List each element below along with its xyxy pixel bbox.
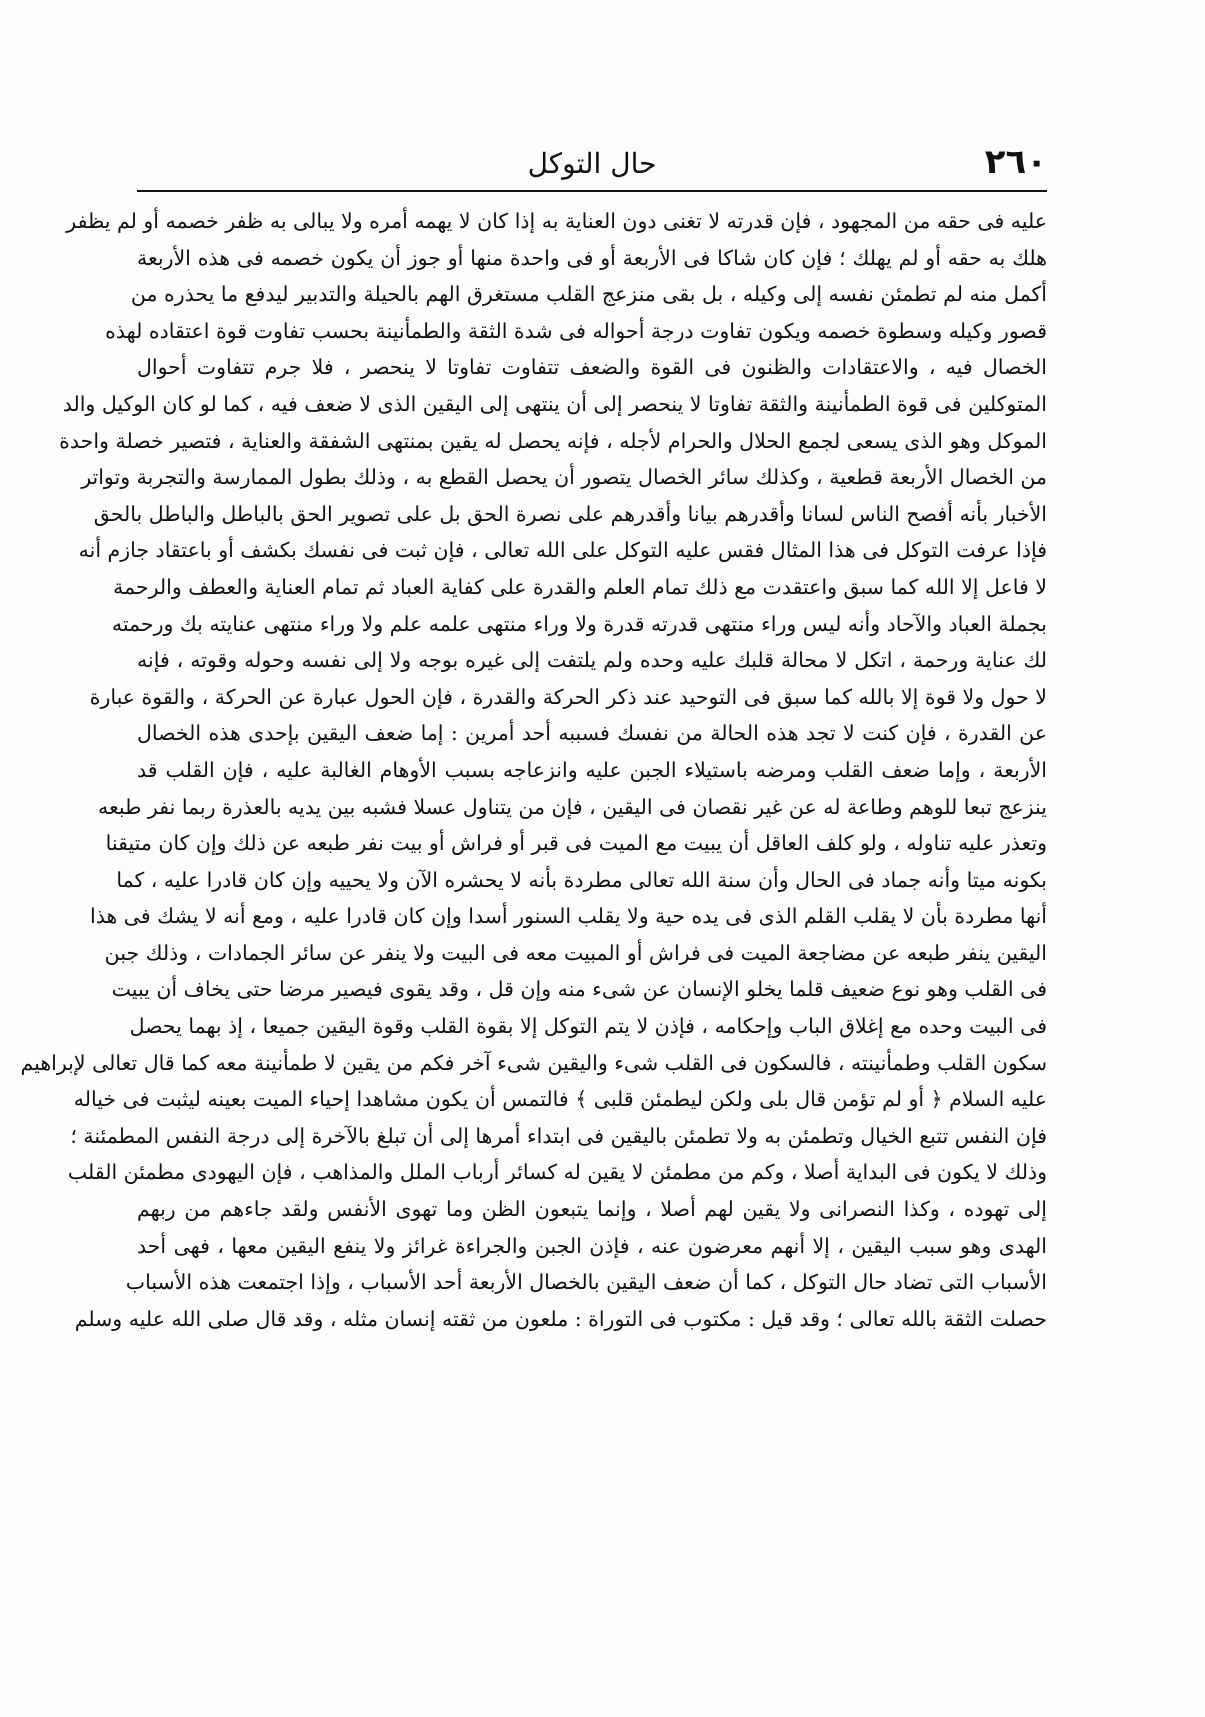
text-line: لا حول ولا قوة إلا بالله كما سبق فى التوحيد عند ذكر الحركة والقدرة ، فإن الحول عبارة عن الحركة ، والقوة عبارة [89,684,1047,709]
page-header [137,140,1047,190]
text-line: قصور وكيله وسطوة خصمه ويكون تفاوت درجة أحواله فى شدة الثقة والطمأنينة بحسب تفاوت قوة اعتقاده لهذه [105,318,1047,343]
text-line: الأخبار بأنه أفصح الناس لسانا وأقدرهم بيانا وأقدرهم على نصرة الحق بل على تصوير الحق بالباطل والباطل بالحق [93,501,1047,526]
text-line: من الخصال الأربعة قطعية ، وكذلك سائر الخصال يتصور أن يحصل القطع به ، وذلك بطول الممارسة والتجربة وتواتر [81,465,1047,490]
text-line: اليقين ينفر طبعه عن مضاجعة الميت فى فراش أو المبيت معه فى البيت ولا ينفر عن سائر الجمادات ، وذلك جبن [104,940,1047,965]
text-line: أكمل منه لم تطمئن نفسه إلى وكيله ، بل بقى منزعج القلب مستغرق الهم بالحيلة والتدبير ليدفع ما يحذره من [130,282,1047,307]
text-line: الأربعة ، وإما ضعف القلب ومرضه باستيلاء الجبن عليه وانزعاجه بسبب الأوهام الغالبة عليه ، فإن القلب قد [137,757,1047,782]
text-line: وتعذر عليه تناوله ، ولو كلف العاقل أن يبيت مع الميت فى قبر أو فراش أو بيت نفر طبعه عن ذلك وإن كان متيقنا [105,831,1047,856]
text-line: حصلت الثقة بالله تعالى ؛ وقد قيل : مكتوب فى التوراة : ملعون من ثقته إنسان مثله ، وقد قال صلى الله عليه وسلم [74,1306,1047,1331]
running-title: حال التوكل [527,147,657,180]
text-line: الموكل وهو الذى يسعى لجمع الحلال والحرام لأجله ، فإنه يحصل له يقين بمنتهى الشفقة والعناية ، فتصير خصلة واحدة [59,428,1047,453]
text-line: فى القلب وهو نوع ضعيف قلما يخلو الإنسان عن شىء منه وإن قل ، وقد يقوى فيصير مرضا حتى يخاف أن يبيت [111,977,1047,1002]
text-line: أنها مطردة بأن لا يقلب القلم الذى فى يده حية ولا يقلب السنور أسدا وإن كان قادرا عليه ، ومع أنه لا يشك فى هذا [90,904,1047,929]
text-line: بكونه ميتا وأنه جماد فى الحال وأن سنة الله تعالى مطردة بأنه لا يحشره الآن ولا يحييه وإن كان قادرا عليه ، كما [116,867,1047,892]
text-line: عليه فى حقه من المجهود ، فإن قدرته لا تغنى دون العناية به إذا كان لا يهمه أمره ولا يبالى به ظفر خصمه أو لم يظفر [66,209,1047,233]
text-line: فإذا عرفت التوكل فى هذا المثال فقس عليه التوكل على الله تعالى ، فإن ثبت فى نفسك بكشف أو باعتقاد جازم أنه [78,538,1047,563]
page-number: ٢٦٠ [984,142,1047,182]
text-line: وذلك لا يكون فى البداية أصلا ، وكم من مطمئن لا يقين له كسائر أرباب الملل والمذاهب ، فإن اليهودى مطمئن القلب [67,1160,1047,1185]
text-line: الخصال فيه ، والاعتقادات والظنون فى القوة والضعف تتفاوت تفاوتا لا ينحصر ، فلا جرم تتفاوت أحوال [137,355,1047,380]
text-line: الهدى وهو سبب اليقين ، إلا أنهم معرضون عنه ، فإذن الجبن والجراءة غرائز ولا ينفع اليقين معها ، فهى أحد [137,1233,1047,1258]
body-text [20,203,1047,1337]
text-line: بجملة العباد والآحاد وأنه ليس وراء منتهى قدرته قدرة ولا وراء منتهى علمه علم ولا وراء منتهى عنايته بك ورحمته [111,611,1047,636]
text-line: ينزعج تبعا للوهم وطاعة له عن غير نقصان فى اليقين ، فإن من يتناول عسلا فشبه بين يديه بالعذرة ربما نفر طبعه [98,794,1047,819]
text-line: عليه السلام ﴿ أو لم تؤمن قال بلى ولكن ليطمئن قلبى ﴾ فالتمس أن يكون مشاهدا إحياء الميت بعينه ليثبت فى خياله [73,1087,1047,1112]
text-line: إلى تهوده ، وكذا النصرانى ولا يقين لهم أصلا ، وإنما يتبعون الظن وما تهوى الأنفس ولقد جاءهم من ربهم [137,1197,1047,1222]
text-line: فى البيت وحده مع إغلاق الباب وإحكامه ، فإذن لا يتم التوكل إلا بقوة القلب وقوة اليقين جميعا ، إذ بهما يحصل [129,1014,1047,1039]
text-line: فإن النفس تتبع الخيال وتطمئن به ولا تطمئن باليقين فى ابتداء أمرها إلى أن تبلغ بالآخرة إلى درجة النفس المطمئنة ؛ [70,1123,1047,1148]
text-line: الأسباب التى تضاد حال التوكل ، كما أن ضعف اليقين بالخصال الأربعة أحد الأسباب ، وإذا اجتمعت هذه الأسباب [125,1270,1047,1295]
text-line: المتوكلين فى قوة الطمأنينة والثقة تفاوتا لا ينحصر إلى أن ينتهى إلى اليقين الذى لا ضعف فيه ، كما لو كان الوكيل والد [62,391,1047,416]
text-line: هلك به حقه أو لم يهلك ؛ فإن كان شاكا فى الأربعة أو فى واحدة منها أو جوز أن يكون خصمه فى هذه الأربعة [137,245,1047,270]
text-line: لك عناية ورحمة ، اتكل لا محالة قلبك عليه وحده ولم يلتفت إلى غيره بوجه ولا إلى نفسه وحوله وقوته ، فإنه [137,648,1047,673]
text-line: عن القدرة ، فإن كنت لا تجد هذه الحالة من نفسك فسببه أحد أمرين : إما ضعف اليقين بإحدى هذه الخصال [137,721,1047,746]
header-rule [137,190,1047,192]
text-line: لا فاعل إلا الله كما سبق واعتقدت مع ذلك تمام العلم والقدرة على كفاية العباد ثم تمام العناية والعطف والرحمة [113,574,1047,599]
text-line: سكون القلب وطمأنينته ، فالسكون فى القلب شىء واليقين شىء آخر فكم من يقين لا طمأنينة معه كما قال تعالى لإبراهيم [20,1050,1047,1075]
